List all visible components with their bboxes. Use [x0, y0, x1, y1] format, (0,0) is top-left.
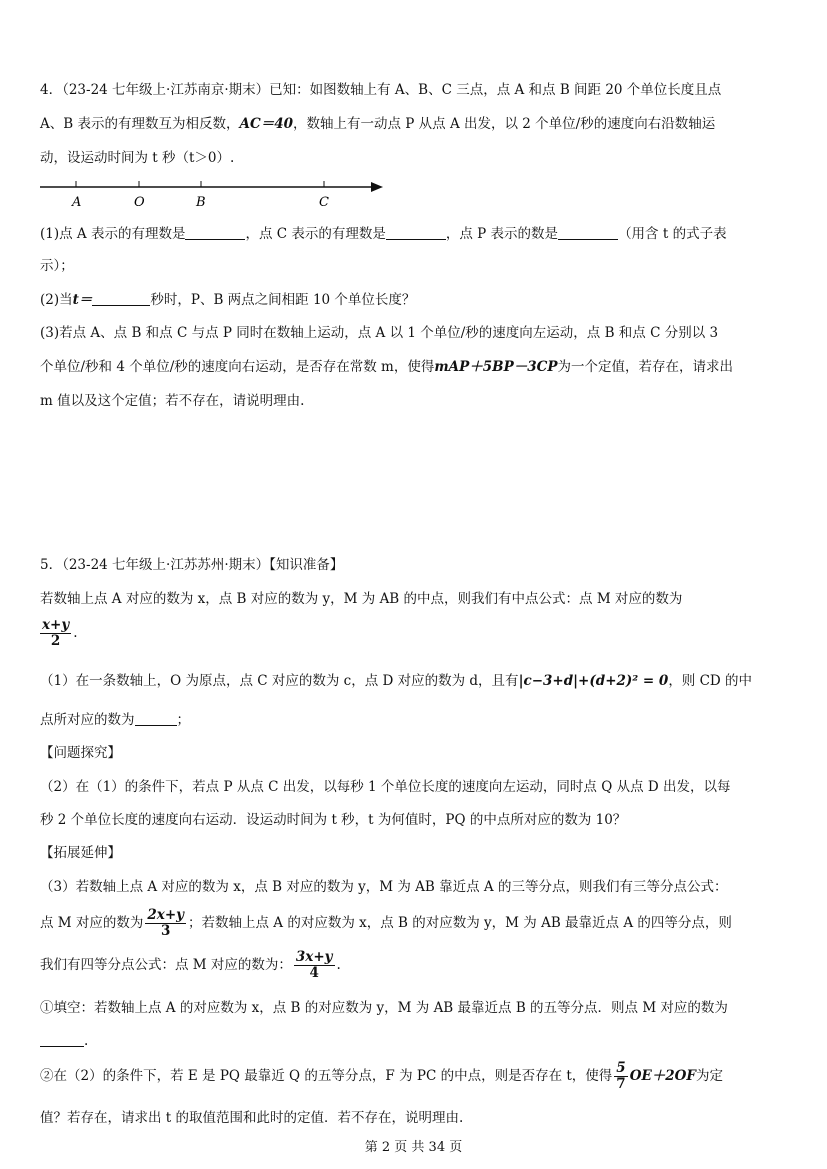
q5-c2a: ②在（2）的条件下，若 E 是 PQ 最靠近 Q 的五等分点，F 为 PC 的中点，则是否存在 t，使得 — [40, 1068, 613, 1084]
q5-sub-1-line-2 — [40, 710, 190, 730]
fraction-five-sevenths-den: 7 — [616, 1076, 626, 1092]
q4-p2t: t＝ — [72, 292, 93, 308]
q5-s1a: （1）在一条数轴上，O 为原点，点 C 对应的数为 c，点 D 对应的数为 d，且有 — [40, 673, 519, 689]
q4-p1b: ，点 C 表示的有理数是 — [245, 226, 386, 242]
q5-s3l3b: . — [336, 957, 341, 973]
q5-c2-expr: OE＋2OF — [629, 1068, 696, 1084]
q4-ac-expr: AC＝40 — [239, 116, 293, 132]
label-b: B — [196, 195, 206, 210]
q5-sub-3-line-1: （3）若数轴上点 A 对应的数为 x，点 B 对应的数为 y，M 为 AB 靠近点 A 的三等分点，则我们有三等分点公式： — [40, 879, 728, 895]
q5-fill-in-1-blank-line — [40, 1031, 88, 1051]
q5-s1c: 点所对应的数为 — [40, 712, 135, 728]
fraction-five-sevenths — [614, 1061, 627, 1092]
q5-s1d: ； — [176, 712, 190, 728]
q5-heading-extend: 【拓展延伸】 — [40, 845, 121, 861]
q5-midpoint-formula: $\frac{x+y}{2}$ . — [42, 617, 78, 649]
q5-sub-2-line-2: 秒 2 个单位长度的速度向右运动．设运动时间为 t 秒，t 为何值时，PQ 的中点所对应的数为 10？ — [40, 812, 627, 828]
q5-fill-in-2-line-1 — [40, 1054, 723, 1098]
q4-p3l2a: 个单位/秒和 4 个单位/秒的速度向右运动，是否存在常数 m，使得 — [40, 359, 435, 375]
q5-s1b: ，则 CD 的中 — [668, 673, 753, 689]
q5-fill-in-1: ①填空：若数轴上点 A 的对应数为 x，点 B 的对应数为 y，M 为 AB 最靠近点 B 的五等分点．则点 M 对应的数为 — [40, 1000, 728, 1016]
fraction-midpoint-den: 2 — [50, 633, 61, 649]
number-line-arrow — [371, 182, 383, 192]
q4-blank-p[interactable] — [558, 225, 618, 240]
q4-line-3: 动，设运动时间为 t 秒（t＞0）. — [40, 150, 235, 166]
q5-s3l2b: ；若数轴上点 A 的对应数为 x，点 B 的对应数为 y，M 为 AB 最靠近点 A 的四等分点，则 — [188, 915, 732, 931]
fraction-five-sevenths-num: 5 — [616, 1060, 626, 1076]
q5-s1-eq: |c−3+d|+(d+2)² = 0 — [518, 673, 669, 689]
q4-p1a: (1)点 A 表示的有理数是 — [40, 226, 186, 242]
q4-part-3-line-3: m 值以及这个定值；若不存在，请说明理由. — [40, 393, 305, 409]
label-a: A — [72, 195, 82, 210]
q4-blank-a[interactable] — [185, 225, 245, 240]
fraction-trisect-den: 3 — [161, 923, 171, 939]
q4-part-3-line-2 — [40, 357, 733, 377]
fraction-midpoint — [40, 618, 71, 649]
q4-p1c: ，点 P 表示的数是 — [445, 226, 559, 242]
q4-line-2a: A、B 表示的有理数互为相反数， — [40, 116, 240, 132]
fraction-quadrisect-num: 3x+y — [295, 949, 333, 965]
q4-p2b: 秒时，P、B 两点之间相距 10 个单位长度？ — [150, 292, 416, 308]
fraction-trisect-num: 2x+y — [147, 907, 185, 923]
page-footer: 第 2 页 共 34 页 — [364, 1140, 463, 1155]
q4-part-1 — [40, 224, 727, 244]
fraction-trisect — [145, 908, 186, 939]
q4-blank-t[interactable] — [92, 291, 150, 306]
q5-heading-explore: 【问题探究】 — [40, 745, 121, 761]
label-c: C — [319, 195, 329, 210]
q4-blank-c[interactable] — [386, 225, 446, 240]
q4-p3-expr: mAP＋5BP－3CP — [434, 359, 558, 375]
fraction-midpoint-num: x+y — [42, 617, 70, 633]
q5-blank-fifth[interactable] — [40, 1032, 84, 1047]
number-line-figure — [38, 176, 388, 212]
q5-fill-in-2-line-2: 值？若存在，请求出 t 的取值范围和此时的定值．若不存在，说明理由. — [40, 1110, 464, 1126]
q4-p2a: (2)当 — [40, 292, 73, 308]
q5-sub-3-line-2 — [40, 905, 732, 941]
q5-s3l2a: 点 M 对应的数为 — [40, 915, 144, 931]
q5-c1end: . — [84, 1033, 89, 1049]
q4-part-3-line-1: (3)若点 A、点 B 和点 C 与点 P 同时在数轴上运动，点 A 以 1 个单位/秒的速度向左运动，点 B 和点 C 分别以 3 — [40, 325, 719, 341]
q4-p3l2b: 为一个定值，若存在，请求出 — [557, 359, 734, 375]
q5-c2b: 为定 — [695, 1068, 723, 1084]
label-o: O — [134, 195, 145, 210]
q4-line-2 — [40, 114, 715, 134]
q5-s3l3a: 我们有四等分点公式：点 M 对应的数为： — [40, 957, 292, 973]
q4-part-2 — [40, 290, 415, 310]
q5-blank-midpoint[interactable] — [135, 711, 177, 726]
q5-line-1: 5．（23-24 七年级上·江苏苏州·期末）【知识准备】 — [40, 557, 344, 573]
q4-p1e: 示）； — [40, 258, 74, 274]
fraction-quadrisect-den: 4 — [309, 965, 319, 981]
q4-line-1: 4．（23-24 七年级上·江苏南京·期末）已知：如图数轴上有 A、B、C 三点，点 A 和点 B 间距 20 个单位长度且点 — [40, 82, 722, 98]
q4-p1d: （用含 t 的式子表 — [618, 226, 727, 242]
q5-sub-1-line-1 — [40, 671, 752, 691]
q5-sub-3-line-3 — [40, 947, 341, 983]
q5-line-2: 若数轴上点 A 对应的数为 x，点 B 对应的数为 y，M 为 AB 的中点，则我们有中点公式：点 M 对应的数为 — [40, 591, 683, 607]
q4-line-2b: ，数轴上有一动点 P 从点 A 出发，以 2 个单位/秒的速度向右沿数轴运 — [292, 116, 716, 132]
fraction-quadrisect — [294, 950, 335, 981]
q5-sub-2-line-1: （2）在（1）的条件下，若点 P 从点 C 出发，以每秒 1 个单位长度的速度向左运动，同时点 Q 从点 D 出发，以每 — [40, 779, 731, 795]
